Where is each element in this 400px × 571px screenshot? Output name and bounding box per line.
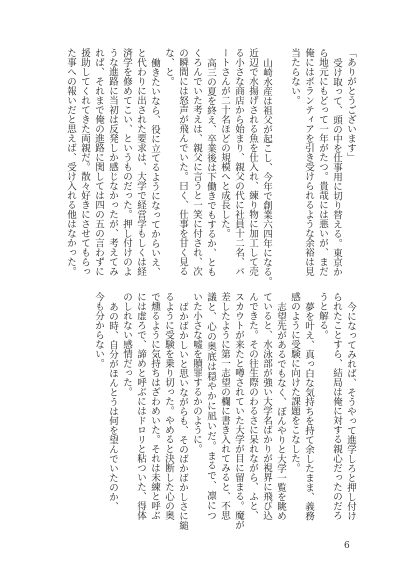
- upper-text-block: [63, 48, 357, 286]
- text-line: スカウトが来たと噂されていた大学が目に留まる。魔が: [233, 292, 244, 530]
- section-break: [273, 48, 287, 276]
- text-line: る小さな商店から始まり、親父の代に社員十二名、パ: [233, 48, 244, 276]
- text-line: くろんでいた考えは、親父に言うと一笑に付され、次: [191, 48, 202, 276]
- text-line: 夢を叶え、真っ白な気持ちを持て余したまま、義務: [303, 301, 314, 520]
- text-line: と代わりに出された要求は、大学で経営学もしくは経: [135, 48, 146, 276]
- text-line: た事への報いだと思えば、受け入れる他はなかった。: [65, 48, 76, 276]
- text-line: ていると、水泳部が強い大学名ばかりが視界に飛び込: [261, 292, 272, 520]
- text-line: 志望先があるでもなく、ぼんやりと大学一覧を眺め: [275, 301, 286, 520]
- text-line: で燻るように気持ちはざわめいた。それは未練と呼ぶ: [149, 292, 160, 520]
- text-line: 受け取って、頭の中を仕事用に切り替える。東京か: [331, 57, 342, 276]
- text-line: 当たらない。: [289, 48, 300, 105]
- text-line: るように受験を乗り切った。やめると決断した心の奥: [163, 292, 174, 520]
- text-line: ばかばかしいと思いながらも、そのばかばかしさに縋: [177, 301, 188, 530]
- text-line: 高三の夏を終え、卒業後は下働きでもするか、とも: [205, 57, 216, 276]
- text-line: んできた。その往生際のわるさに呆れながら、ふと、: [247, 292, 258, 520]
- text-line: 議と、心の奥底は穏やかに凪いだ。まるで、凛につ: [205, 292, 216, 520]
- text-line: には虚ろで、諦めと呼ぶにはドロリと粘ついた、得体: [135, 292, 146, 520]
- lower-text-block: [91, 292, 357, 530]
- text-line: ートさんが二十名ほどの規模へと成長した。: [219, 48, 230, 238]
- text-line: 「ありがとうございます」: [345, 48, 356, 162]
- text-line: のしれない感情だった。: [121, 292, 132, 397]
- text-line: いた小さな嘘を贖罪するかのように。: [191, 292, 202, 454]
- text-line: られたことすら、結局は俺に対する親心だったのだろ: [331, 292, 342, 520]
- text-line: 働きたいなら、役に立てるようになってからいえ、: [149, 57, 160, 276]
- text-line: 感のように受験に向けた課題をこなした。: [289, 292, 300, 473]
- text-line: 今も分からない。: [93, 292, 104, 368]
- text-line: ら地元にもどって一年がたつ。貴哉には悪いが、まだ: [317, 48, 328, 276]
- text-line: 差したように第一志望の欄に書き入れてみると、不思: [219, 292, 230, 520]
- page-number: 6: [344, 541, 350, 551]
- text-line: あの時、自分がほんとうは何を望んでいたのか、: [107, 301, 118, 511]
- text-line: 俺にはボランティアを引き受けられるような余裕は見: [303, 48, 314, 276]
- text-line: な、と。: [163, 48, 174, 86]
- text-line: うな進路に当初は反発しか感じなかったが、考えてみ: [107, 48, 118, 276]
- text-line: 援助してくれてきた両親だ。散々好きにさせてもらっ: [79, 48, 90, 276]
- text-line: 山崎水産は祖父が起こし、今年で創業六四年になる。: [261, 57, 272, 286]
- text-line: 済学を修めてこい、というものだった。押し付けのよ: [121, 48, 132, 276]
- text-line: うと解る。: [317, 292, 328, 340]
- text-line: 今になってみれば、そうやって進学しろと押し付け: [345, 301, 356, 520]
- text-line: 近辺で水揚げされる魚を仕入れ、練り物に加工して売: [247, 48, 258, 276]
- text-line: れば、それまで俺の進路に関しては四の五の言わずに: [93, 48, 104, 276]
- text-line: の瞬間には怒声が飛んでいた。曰く、仕事を甘く見る: [177, 48, 188, 276]
